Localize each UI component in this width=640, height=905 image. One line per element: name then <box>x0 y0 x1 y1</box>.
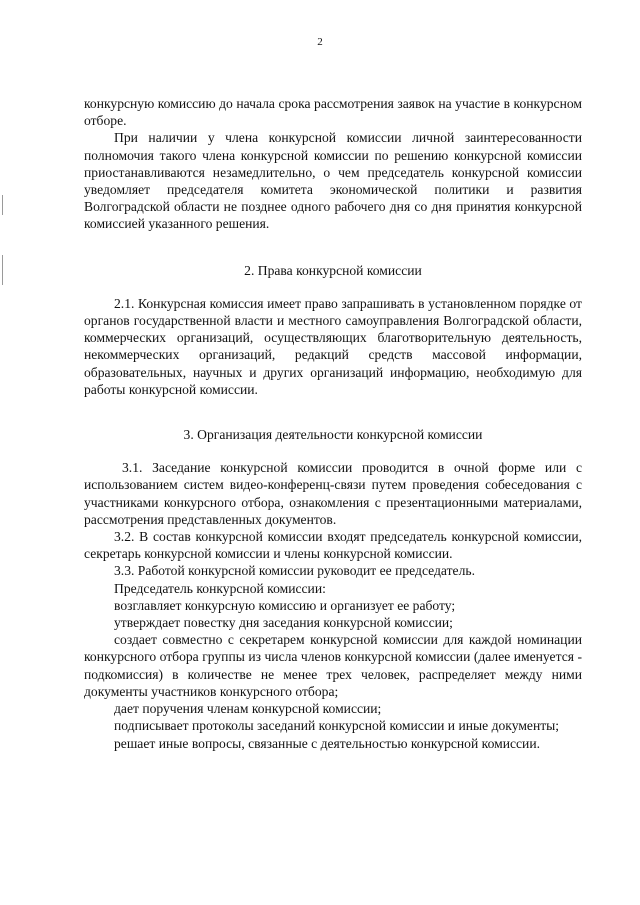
paragraph: конкурсную комиссию до начала срока рассмотрения заявок на участие в конкурсном отборе. <box>84 96 582 129</box>
scan-artifact-line <box>2 195 3 215</box>
section-heading: 2. Права конкурсной комиссии <box>244 262 422 278</box>
paragraph: 3.2. В состав конкурсной комиссии входят председатель конкурсной комиссии, секретарь конкурсной комиссии и члены конкурсной комиссии. <box>84 529 582 562</box>
paragraph: 3.3. Работой конкурсной комиссии руководит ее председатель. <box>114 563 475 579</box>
paragraph: 2.1. Конкурсная комиссия имеет право запрашивать в установленном порядке от органов государственной власти и местного самоуправления Волгоградской области, коммерческих организаций, осуществляющих благотворительную деятельность, некоммерческих организаций, редакций средств массовой информации, образовательных, научных и других организаций информацию, необходимую для работы конкурсной комиссии. <box>84 295 582 397</box>
paragraph: При наличии у члена конкурсной комиссии личной заинтересованности полномочия такого члена конкурсной комиссии по решению конкурсной комиссии приостанавливаются незамедлительно, о чем председатель конкурсной комиссии уведомляет председателя комитета экономической политики и развития Волгоградской области не позднее одного рабочего дня со дня принятия конкурсной комиссией указанного решения. <box>84 130 582 232</box>
page-number: 2 <box>317 36 323 48</box>
list-item: создает совместно с секретарем конкурсной комиссии для каждой номинации конкурсного отбора группы из числа членов конкурсной комиссии (далее именуется - подкомиссия) в количестве не менее трех человек, распределяет между ними документы участников конкурсного отбора; <box>84 632 582 699</box>
paragraph: 3.1. Заседание конкурсной комиссии проводится в очной форме или с использованием систем видео-конференц-связи путем проведения собеседования с участниками конкурсного отбора, ознакомления с презентационными материалами, рассмотрения представленных документов. <box>84 460 582 527</box>
list-item: возглавляет конкурсную комиссию и организует ее работу; <box>114 597 456 613</box>
section-heading: 3. Организация деятельности конкурсной комиссии <box>183 427 483 443</box>
paragraph: Председатель конкурсной комиссии: <box>114 580 326 596</box>
scan-artifact-line <box>2 255 3 285</box>
list-item: подписывает протоколы заседаний конкурсной комиссии и иные документы; <box>114 718 560 734</box>
list-item: утверждает повестку дня заседания конкурсной комиссии; <box>114 615 453 631</box>
list-item: решает иные вопросы, связанные с деятельностью конкурсной комиссии. <box>114 735 540 751</box>
document-body <box>84 95 582 752</box>
list-item: дает поручения членам конкурсной комиссии; <box>114 701 382 717</box>
